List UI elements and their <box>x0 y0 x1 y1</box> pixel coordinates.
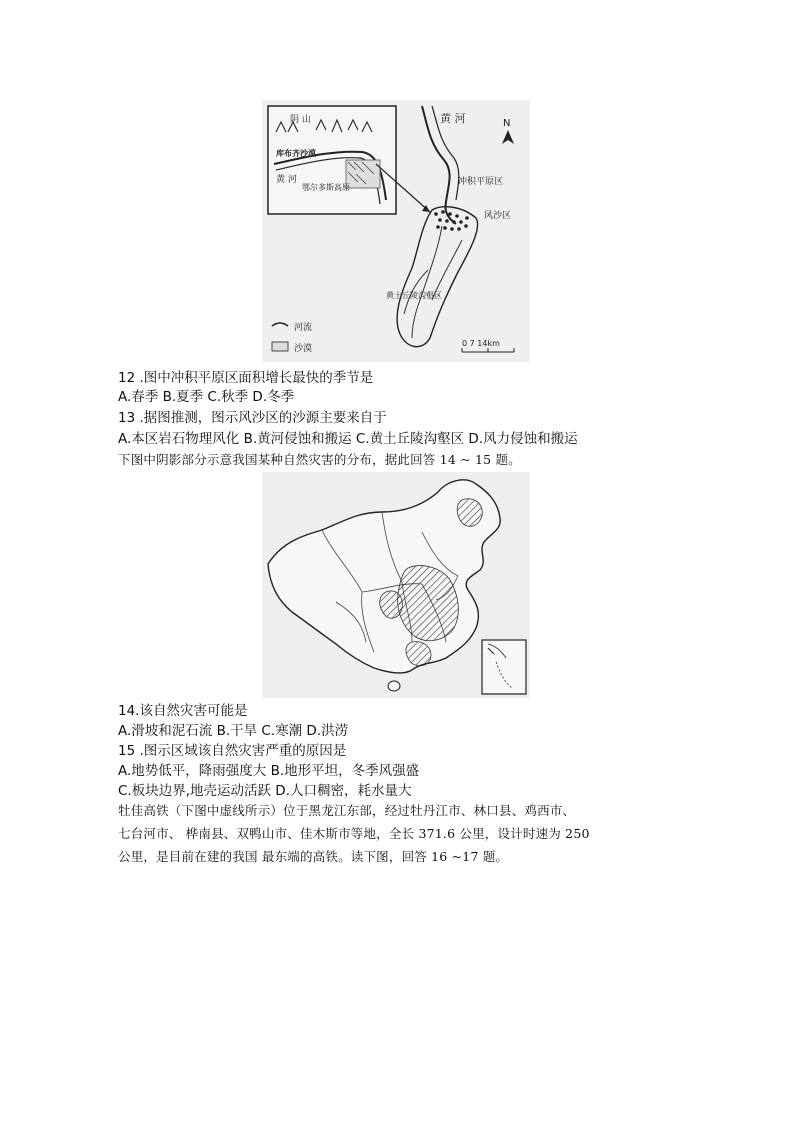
label-wind-sand: 风沙区 <box>484 211 512 221</box>
intro-14-15: 下图中阴影部分示意我国某种自然灾害的分布，据此回答 14 ~ 15 题。 <box>118 452 521 467</box>
label-huanghe-inset: 黄 河 <box>276 175 297 185</box>
legend-desert-label: 沙漠 <box>294 344 313 354</box>
label-yellow-river: 黄 河 <box>440 112 466 125</box>
question-12-options: A.春季 B.夏季 C.秋季 D.冬季 <box>118 389 295 405</box>
legend-desert-icon <box>272 342 288 351</box>
question-15-options-line1: A.地势低平，降雨强度大 B.地形平坦，冬季风强盛 <box>118 763 420 779</box>
label-loess-gully: 黄土丘陵沟壑区 <box>386 291 442 300</box>
hainan-island <box>388 681 400 691</box>
question-15-options-line2: C.板块边界,地壳运动活跃 D.人口稠密，耗水量大 <box>118 783 412 799</box>
question-13-options: A.本区岩石物理风化 B.黄河侵蚀和搬运 C.黄土丘陵沟壑区 D.风力侵蚀和搬运 <box>118 431 578 447</box>
kubuqi-desert-pattern <box>346 160 380 188</box>
china-hazard-map-figure <box>262 472 530 698</box>
question-12-stem: 12 .图中冲积平原区面积增长最快的季节是 <box>118 370 374 386</box>
question-14-options: A.滑坡和泥石流 B.干旱 C.寒潮 D.洪涝 <box>118 723 349 739</box>
question-13-stem: 13 .据图推测，图示风沙区的沙源主要来自于 <box>118 410 387 426</box>
label-alluvial-plain: 冲积平原区 <box>458 177 504 187</box>
label-kubuqi: 库布齐沙漠 <box>276 149 316 158</box>
intro-16-17-line1: 牡佳高铁（下图中虚线所示）位于黑龙江东部，经过牡丹江市、林口县、鸡西市、 <box>118 803 576 818</box>
label-yinshan: 阴 山 <box>290 115 311 125</box>
yellow-river-map-figure <box>262 100 530 362</box>
yellow-river-map <box>262 100 530 362</box>
question-14-stem: 14.该自然灾害可能是 <box>118 703 248 719</box>
china-hazard-map <box>262 472 530 698</box>
intro-16-17-line3: 公里，是目前在建的我国 最东端的高铁。读下图，回答 16 ~17 题。 <box>118 849 509 864</box>
label-ordos: 鄂尔多斯高原 <box>302 183 350 192</box>
label-north: N <box>503 118 511 129</box>
legend-river-label: 河流 <box>294 323 313 333</box>
intro-16-17-line2: 七台河市、 桦南县、双鸭山市、佳木斯市等地，全长 371.6 公里，设计时速为 250 <box>118 826 590 841</box>
scale-label: 0 7 14km <box>462 339 500 348</box>
question-15-stem: 15 .图示区域该自然灾害严重的原因是 <box>118 743 347 759</box>
